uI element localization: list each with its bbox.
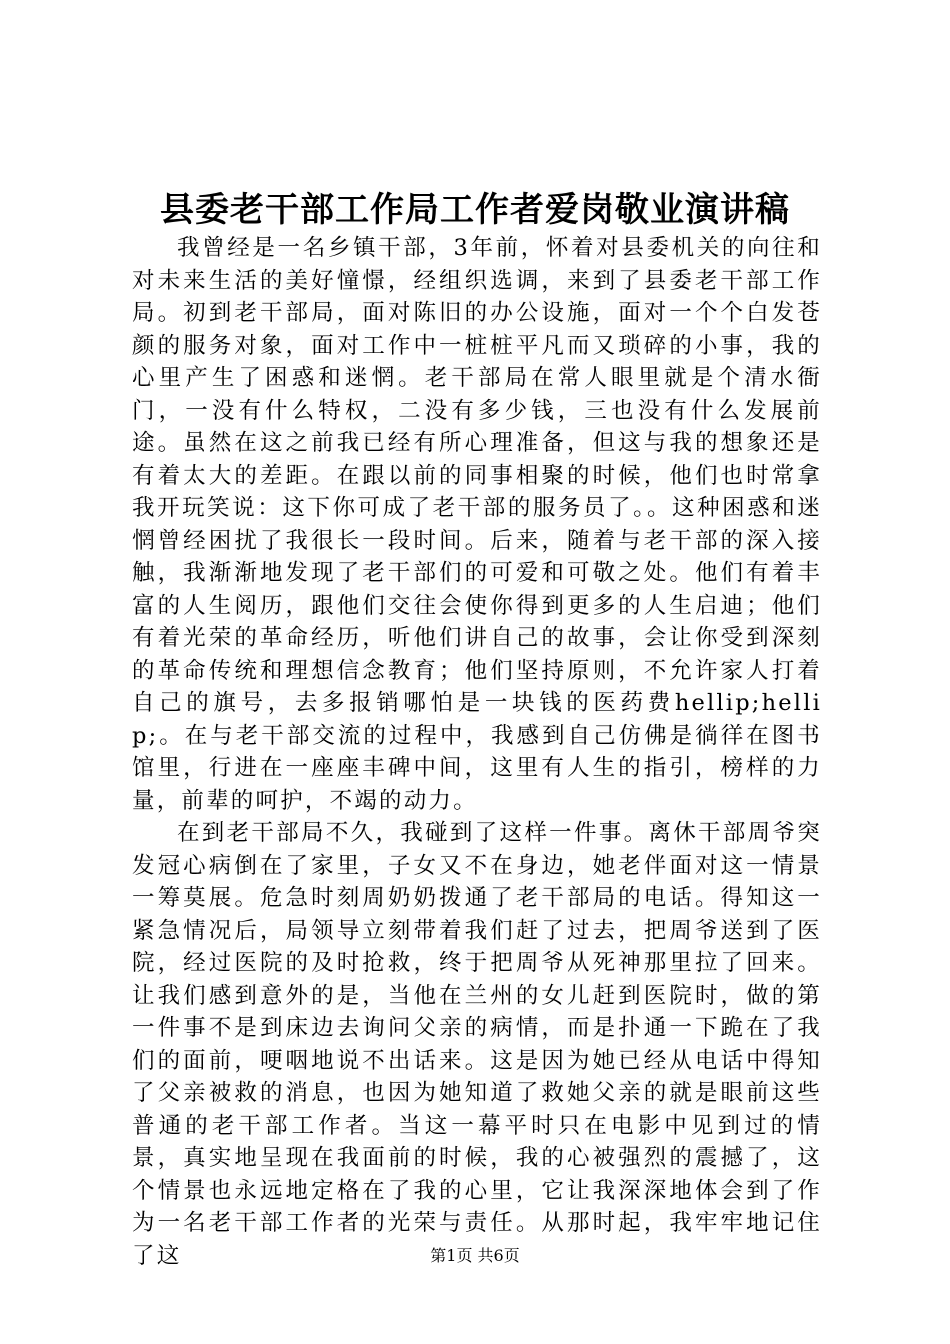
- paragraph-2: 在到老干部局不久，我碰到了这样一件事。离休干部周爷突发冠心病倒在了家里，子女又不在身边，她老伴面对这一情景一筹莫展。危急时刻周奶奶拨通了老干部局的电话。得知这一紧急情况后，局领导立刻带着我们赶了过去，把周爷送到了医院，经过医院的及时抢救，终于把周爷从死神那里拉了回来。让我们感到意外的是，当他在兰州的女儿赶到医院时，做的第一件事不是到床边去询问父亲的病情，而是扑通一下跪在了我们的面前，哽咽地说不出话来。这是因为她已经从电话中得知了父亲被救的消息，也因为她知道了救她父亲的就是眼前这些普通的老干部工作者。当这一幕平时只在电影中见到过的情景，真实地呈现在我面前的时候，我的心被强烈的震撼了，这个情景也永远地定格在了我的心里，它让我深深地体会到了作为一名老干部工作者的光荣与责任。从那时起，我牢牢地记住了这: [132, 820, 822, 1269]
- page-title: 县委老干部工作局工作者爱岗敬业演讲稿: [160, 190, 790, 230]
- page-number: 第1页 共6页: [430, 1246, 520, 1265]
- body-text: [132, 232, 822, 1272]
- paragraph-1: 我曾经是一名乡镇干部，3年前，怀着对县委机关的向往和对未来生活的美好憧憬，经组织选调，来到了县委老干部工作局。初到老干部局，面对陈旧的办公设施，面对一个个白发苍颜的服务对象，面对工作中一桩桩平凡而又琐碎的小事，我的心里产生了困惑和迷惘。老干部局在常人眼里就是个清水衙门，一没有什么特权，二没有多少钱，三也没有什么发展前途。虽然在这之前我已经有所心理准备，但这与我的想象还是有着太大的差距。在跟以前的同事相聚的时候，他们也时常拿我开玩笑说：这下你可成了老干部的服务员了。。这种困惑和迷惘曾经困扰了我很长一段时间。后来，随着与老干部的深入接触，我渐渐地发现了老干部们的可爱和可敬之处。他们有着丰富的人生阅历，跟他们交往会使你得到更多的人生启迪；他们有着光荣的革命经历，听他们讲自己的故事，会让你受到深刻的革命传统和理想信念教育；他们坚持原则，不允许家人打着自己的旗号，去多报销哪怕是一块钱的医药费hellip;hellip;。在与老干部交流的过程中，我感到自己仿佛是徜徉在图书馆里，行进在一座座丰碑中间，这里有人生的指引，榜样的力量，前辈的呵护，不竭的动力。: [132, 235, 822, 814]
